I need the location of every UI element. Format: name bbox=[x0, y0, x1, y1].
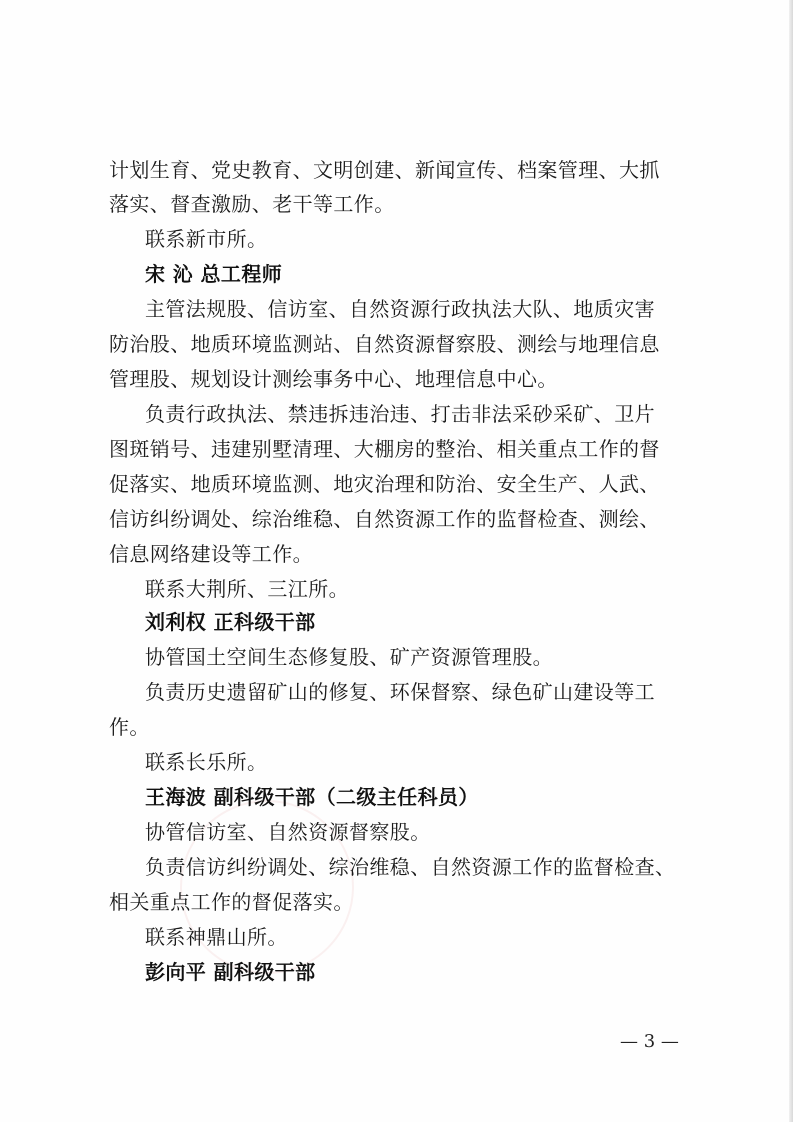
contact-line: 联系神鼎山所。 bbox=[145, 925, 288, 949]
body-line: 负责历史遗留矿山的修复、环保督察、绿色矿山建设等工 bbox=[145, 680, 655, 704]
body-line: 信息网络建设等工作。 bbox=[109, 542, 313, 566]
body-line: 管理股、规划设计测绘事务中心、地理信息中心。 bbox=[109, 367, 558, 391]
official-heading: 宋 沁 总工程师 bbox=[145, 262, 283, 286]
body-line: 负责行政执法、禁违拆违治违、打击非法采砂采矿、卫片 bbox=[145, 402, 655, 426]
page-edge-shadow bbox=[789, 0, 793, 1122]
page-number: — 3 — bbox=[620, 1031, 679, 1052]
body-line: 协管信访室、自然资源督察股。 bbox=[145, 820, 431, 844]
body-line: 相关重点工作的督促落实。 bbox=[109, 890, 354, 914]
body-line: 落实、督查激励、老干等工作。 bbox=[109, 192, 395, 216]
body-line: 作。 bbox=[109, 715, 150, 739]
body-line: 防治股、地质环境监测站、自然资源督察股、测绘与地理信息 bbox=[109, 332, 660, 356]
body-line: 负责信访纠纷调处、综治维稳、自然资源工作的监督检查、 bbox=[145, 855, 676, 879]
contact-line: 联系长乐所。 bbox=[145, 750, 268, 774]
body-line: 信访纠纷调处、综治维稳、自然资源工作的监督检查、测绘、 bbox=[109, 507, 660, 531]
official-heading: 彭向平 副科级干部 bbox=[145, 960, 316, 984]
official-heading: 王海波 副科级干部（二级主任科员） bbox=[145, 785, 479, 809]
official-heading: 刘利权 正科级干部 bbox=[145, 610, 316, 634]
contact-line: 联系新市所。 bbox=[145, 227, 268, 251]
contact-line: 联系大荆所、三江所。 bbox=[145, 577, 349, 601]
body-line: 计划生育、党史教育、文明创建、新闻宣传、档案管理、大抓 bbox=[109, 158, 660, 182]
body-line: 促落实、地质环境监测、地灾治理和防治、安全生产、人武、 bbox=[109, 472, 660, 496]
body-line: 协管国土空间生态修复股、矿产资源管理股。 bbox=[145, 645, 553, 669]
body-line: 主管法规股、信访室、自然资源行政执法大队、地质灾害 bbox=[145, 297, 655, 321]
body-line: 图斑销号、违建别墅清理、大棚房的整治、相关重点工作的督 bbox=[109, 437, 660, 461]
